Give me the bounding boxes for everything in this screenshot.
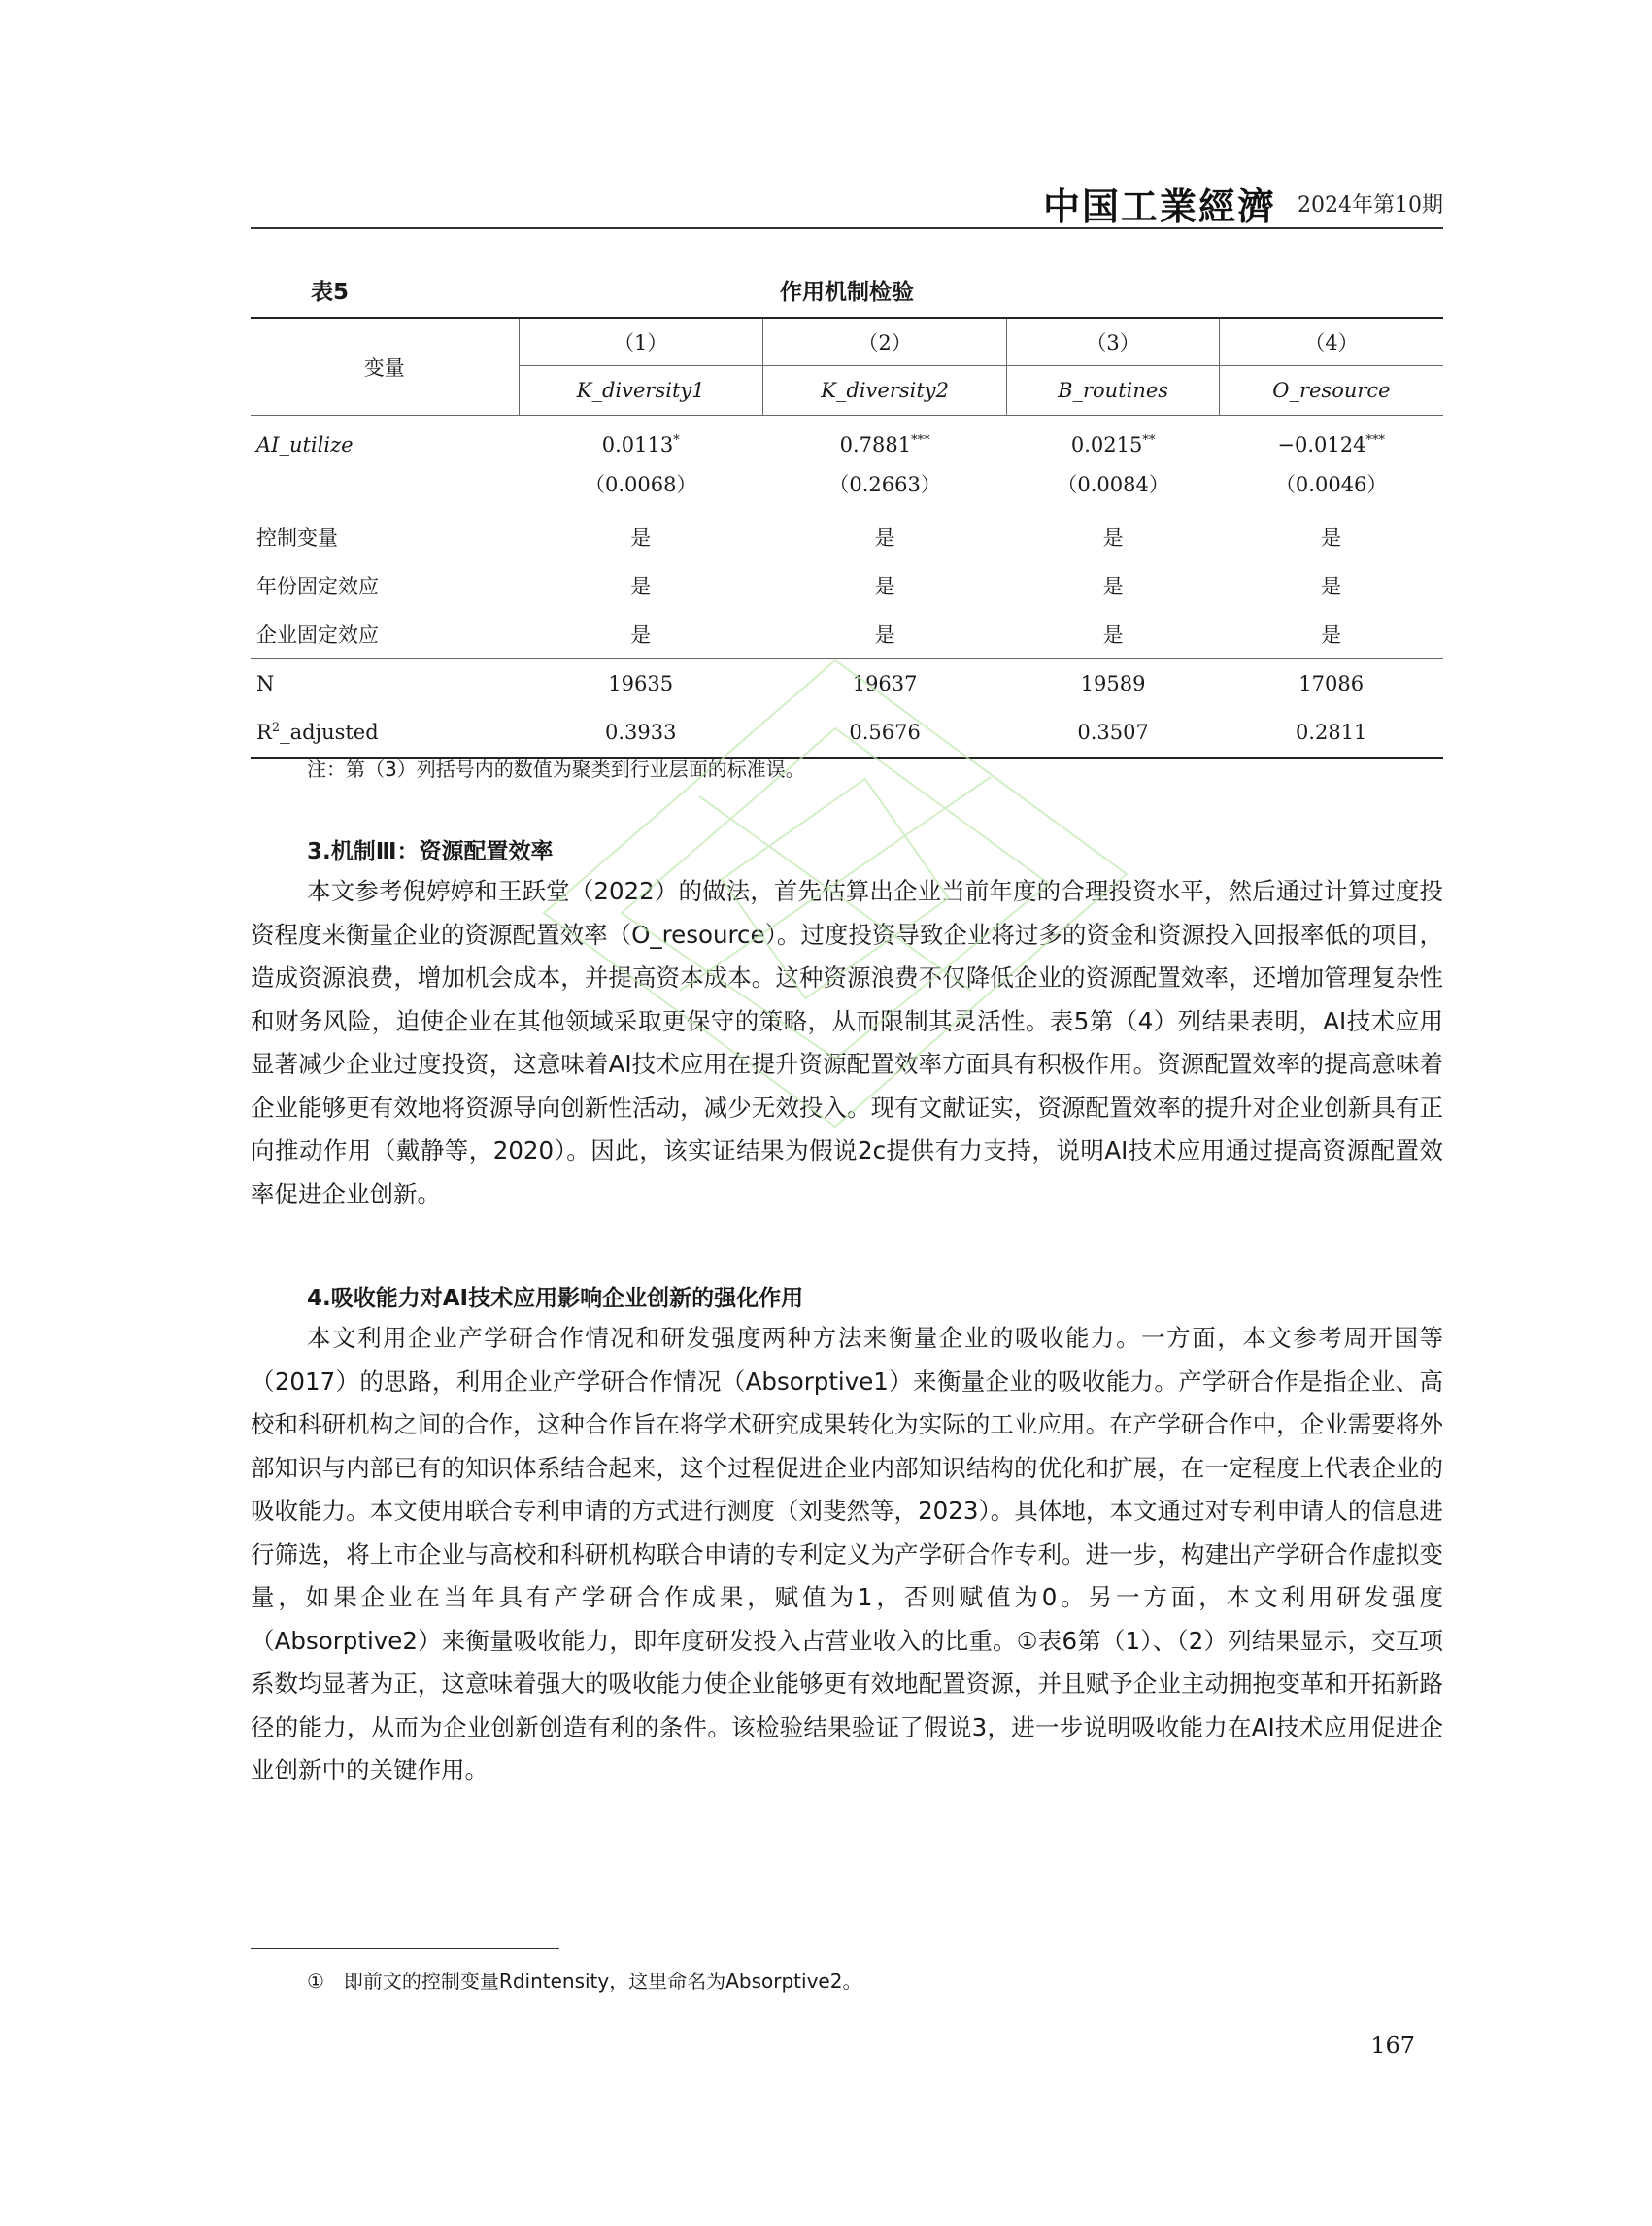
cell-value: 19589 (1007, 659, 1220, 709)
ai-row-name: AI_utilize (256, 433, 354, 456)
r2-row (251, 708, 1443, 758)
footnote: ① 即前文的控制变量Rdintensity，这里命名为Absorptive2。 (307, 1970, 862, 1993)
col-var-2: K_diversity2 (762, 366, 1006, 416)
col-var-3: B_routines (1007, 366, 1220, 416)
coef-value: 0.7881 (839, 433, 912, 456)
table-label: 表5 (311, 280, 350, 305)
ai-se-row (251, 464, 1443, 513)
cell-value: 是 (1321, 575, 1342, 598)
cell-value: 是 (1321, 526, 1342, 550)
ai-coef-row (251, 416, 1443, 465)
se-value: （0.0084） (1057, 473, 1169, 496)
cell-value: 是 (874, 624, 895, 647)
cell-value: 17086 (1219, 659, 1443, 709)
journal-logo: 中国工業經濟 (1042, 186, 1276, 228)
col-num-4: （4） (1219, 318, 1443, 366)
section4-title: 4.吸收能力对AI技术应用影响企业创新的强化作用 (307, 1286, 804, 1311)
cell-value: 是 (630, 624, 652, 647)
row-name: N (251, 659, 519, 709)
cell-value: 0.5676 (762, 708, 1006, 758)
coef-cell (762, 416, 1006, 465)
cell-value: 19637 (762, 659, 1006, 709)
table-title: 作用机制检验 (780, 280, 914, 305)
coef-cell (519, 416, 762, 465)
table-header-row-nums (251, 318, 1443, 366)
cell-value: 0.3933 (519, 708, 762, 758)
control-row (251, 513, 1443, 561)
se-value: （0.2663） (828, 473, 941, 496)
row-name: $R^2\_adjusted$ (251, 708, 519, 758)
page-number: 167 (1370, 2032, 1415, 2059)
n-row (251, 659, 1443, 709)
col-num-3: （3） (1007, 318, 1220, 366)
col-var-1: K_diversity1 (519, 366, 762, 416)
sig-stars: *** (1365, 433, 1385, 448)
cell-value: 0.3507 (1007, 708, 1220, 758)
coef-value: 0.0113 (601, 433, 674, 456)
var-header: 变量 (251, 318, 519, 416)
row-name: 控制变量 (256, 526, 338, 550)
section4-paragraph: 本文利用企业产学研合作情况和研发强度两种方法来衡量企业的吸收能力。一方面，本文参考周开国等（2017）的思路，利用企业产学研合作情况（Absorptive1）来衡量企业的吸收能力。产学研合作是指企业、高校和科研机构之间的合作，这种合作旨在将学术研究成果转化为实际的工业应用。在产学研合作中，企业需要将外部知识与内部已有的知识体系结合起来，这个过程促进企业内部知识结构的优化和扩展，在一定程度上代表企业的吸收能力。本文使用联合专利申请的方式进行测度（刘斐然等，2023）。具体地，本文通过对专利申请人的信息进行筛选，将上市企业与高校和科研机构联合申请的专利定义为产学研合作专利。进一步，构建出产学研合作虚拟变量，如果企业在当年具有产学研合作成果，赋值为1，否则赋值为0。另一方面，本文利用研发强度（Absorptive2）来衡量吸收能力，即年度研发投入占营业收入的比重。①表6第（1）、（2）列结果显示，交互项系数均显著为正，这意味着强大的吸收能力使企业能够更有效地配置资源，并且赋予企业主动拥抱变革和开拓新路径的能力，从而为企业创新创造有利的条件。该检验结果验证了假说3，进一步说明吸收能力在AI技术应用促进企业创新中的关键作用。 (251, 1324, 1443, 1784)
table-caption (251, 274, 1443, 309)
cell-value: 是 (1102, 624, 1124, 647)
cell-value: 19635 (519, 659, 762, 709)
issue-label: 2024年第10期 (1298, 193, 1443, 218)
row-name: 企业固定效应 (256, 624, 379, 647)
mechanism-table (251, 317, 1443, 759)
table-note: 注：第（3）列括号内的数值为聚类到行业层面的标准误。 (307, 758, 805, 781)
row-name: 年份固定效应 (256, 575, 379, 598)
firm-fe-row (251, 610, 1443, 659)
col-var-4: O_resource (1219, 366, 1443, 416)
col-num-1: （1） (519, 318, 762, 366)
year-fe-row (251, 561, 1443, 610)
sig-stars: * (673, 433, 680, 448)
cell-value: 是 (630, 526, 652, 550)
cell-value: 是 (874, 575, 895, 598)
coef-cell (1007, 416, 1220, 465)
cell-value: 0.2811 (1219, 708, 1443, 758)
col-num-2: （2） (762, 318, 1006, 366)
cell-value: 是 (1102, 575, 1124, 598)
cell-value: 是 (1321, 624, 1342, 647)
section3-paragraph: 本文参考倪婷婷和王跃堂（2022）的做法，首先估算出企业当前年度的合理投资水平，然后通过计算过度投资程度来衡量企业的资源配置效率（O_resource）。过度投资导致企业将过多的资金和资源投入回报率低的项目，造成资源浪费，增加机会成本，并提高资本成本。这种资源浪费不仅降低企业的资源配置效率，还增加管理复杂性和财务风险，迫使企业在其他领域采取更保守的策略，从而限制其灵活性。表5第（4）列结果表明，AI技术应用显著减少企业过度投资，这意味着AI技术应用在提升资源配置效率方面具有积极作用。资源配置效率的提高意味着企业能够更有效地将资源导向创新性活动，减少无效投入。现有文献证实，资源配置效率的提升对企业创新具有正向推动作用（戴静等，2020）。因此，该实证结果为假说2c提供有力支持，说明AI技术应用通过提高资源配置效率促进企业创新。 (251, 877, 1443, 1208)
se-value: （0.0068） (584, 473, 697, 496)
cell-value: 是 (1102, 526, 1124, 550)
sig-stars: *** (911, 433, 930, 448)
page-header (251, 181, 1443, 229)
se-value: （0.0046） (1274, 473, 1388, 496)
coef-value: 0.0215 (1070, 433, 1143, 456)
coef-value: −0.0124 (1277, 433, 1366, 456)
footnote-rule (251, 1948, 559, 1949)
cell-value: 是 (630, 575, 652, 598)
section3-title: 3.机制Ⅲ：资源配置效率 (307, 839, 554, 864)
sig-stars: ** (1142, 433, 1156, 448)
cell-value: 是 (874, 526, 895, 550)
coef-cell (1219, 416, 1443, 465)
